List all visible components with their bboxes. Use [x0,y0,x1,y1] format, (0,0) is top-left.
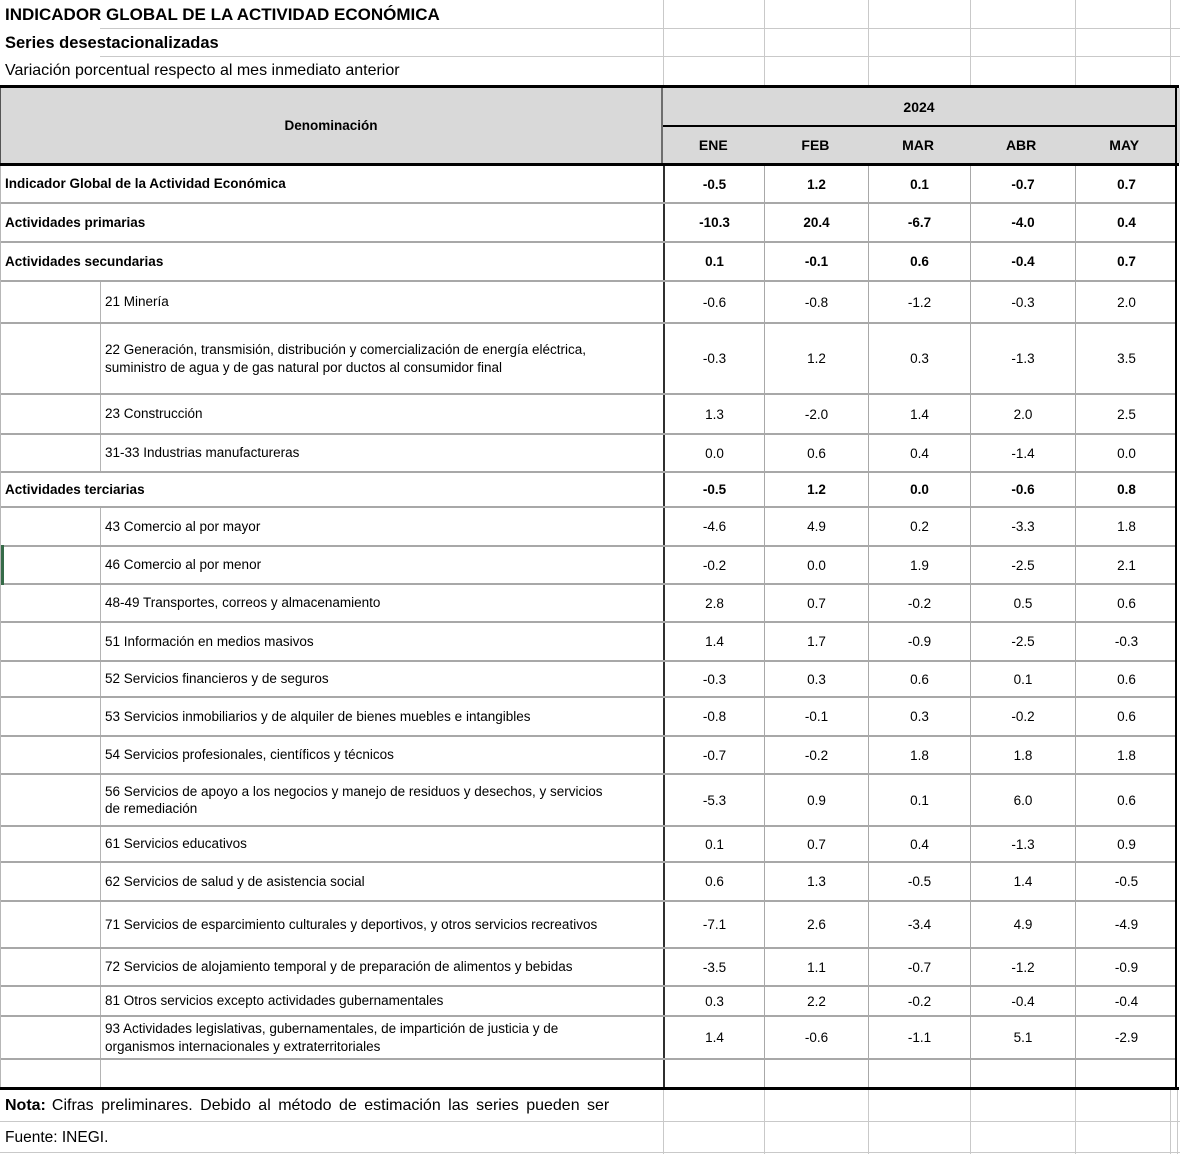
row-label-cell[interactable] [1,1017,663,1058]
row-label: 31-33 Industrias manufactureras [105,445,300,461]
value-cell[interactable]: 0.7 [764,827,868,861]
value-cell[interactable]: 0.3 [764,662,868,696]
row-values [663,737,1177,773]
indent-cell [1,324,101,393]
row-label-cell[interactable] [1,282,663,322]
table-row [1,623,1175,662]
value-cell[interactable]: -1.2 [868,282,970,322]
month-header-abr[interactable]: ABR [1005,137,1037,153]
value-cell[interactable]: -1.2 [970,949,1075,985]
value-cell[interactable]: -0.3 [970,282,1075,322]
value-cell[interactable]: 4.9 [970,902,1075,947]
row-label-cell[interactable] [1,395,663,433]
row-label-cell[interactable] [1,775,663,825]
value-cell[interactable]: 0.1 [868,775,970,825]
table-row [1,324,1175,395]
month-header-row [663,127,1175,163]
table-header [0,88,1180,163]
row-label-cell[interactable] [1,902,663,947]
value-cell[interactable]: -2.0 [764,395,868,433]
value-cell[interactable]: -6.7 [868,204,970,241]
value-cell[interactable]: -0.6 [970,473,1075,506]
indent-cell [1,1060,101,1087]
indent-cell [1,508,101,545]
gridline [970,0,971,85]
indent-cell [1,435,101,471]
value-cell[interactable]: 0.6 [1075,662,1177,696]
row-label: 22 Generación, transmisión, distribución y comercialización de energía eléctrica, suministro de agua y de gas natural por ductos al consumidor final [105,342,586,375]
value-cell[interactable]: 1.8 [1075,737,1177,773]
value-cell[interactable]: -0.8 [764,282,868,322]
row-label: 23 Construcción [105,406,203,422]
table-row [1,949,1175,987]
value-cell[interactable]: 2.1 [1075,547,1177,583]
row-values [663,204,1177,241]
value-cell[interactable]: -0.1 [764,698,868,735]
row-label: 21 Minería [105,294,169,310]
value-cell[interactable]: 2.6 [764,902,868,947]
value-cell[interactable]: 0.2 [868,508,970,545]
table-row [1,737,1175,775]
value-cell[interactable]: -0.5 [663,473,764,506]
value-cell[interactable] [868,1060,970,1087]
row-label-cell[interactable] [1,324,663,393]
month-header-may[interactable]: MAY [1109,137,1140,153]
indent-cell [1,863,101,900]
value-cell[interactable]: 1.8 [868,737,970,773]
indent-cell [1,949,101,985]
indent-cell [1,775,101,825]
row-label: 51 Información en medios masivos [105,633,314,649]
value-cell[interactable]: -0.7 [663,737,764,773]
indent-cell [1,623,101,660]
table-row [1,662,1175,698]
row-label: Indicador Global de la Actividad Económica [5,176,286,192]
indent-cell [1,662,101,696]
value-cell[interactable]: -4.9 [1075,902,1177,947]
table-row [1,243,1175,282]
note-text: Cifras preliminares. Debido al método de estimación las series pueden ser [51,1097,610,1114]
value-cell[interactable]: 1.2 [764,324,868,393]
value-cell[interactable]: 0.4 [868,827,970,861]
value-cell[interactable]: 0.7 [1075,166,1177,202]
value-cell[interactable]: -0.9 [1075,949,1177,985]
value-cell[interactable]: 0.1 [663,827,764,861]
value-cell[interactable]: 1.7 [764,623,868,660]
table-row [1,508,1175,547]
value-cell[interactable]: 1.2 [764,473,868,506]
row-label-cell[interactable] [1,243,663,280]
gridline [868,0,869,85]
value-cell[interactable]: -1.3 [970,827,1075,861]
table-row [1,473,1175,508]
footer-block [0,1090,1180,1154]
row-label: Actividades terciarias [5,481,145,497]
month-header-ene[interactable]: ENE [698,137,728,153]
value-cell[interactable]: 0.0 [1075,435,1177,471]
value-cell[interactable]: 0.7 [1075,243,1177,280]
value-cell[interactable]: 0.6 [1075,775,1177,825]
row-label: 53 Servicios inmobiliarios y de alquiler de bienes muebles e intangibles [105,708,531,724]
gridline [1075,1090,1076,1154]
table-row [1,166,1175,204]
row-values [663,166,1177,202]
value-cell[interactable]: 0.1 [970,662,1075,696]
indent-cell [1,987,101,1015]
selection-marker [1,545,4,585]
indent-cell [1,698,101,735]
row-values [663,547,1177,583]
row-label-cell[interactable] [1,473,663,506]
table-row [1,395,1175,435]
gridline [0,1152,1180,1153]
value-cell[interactable]: 0.3 [868,324,970,393]
value-cell[interactable]: -0.9 [868,623,970,660]
value-cell[interactable]: -0.3 [663,324,764,393]
indent-cell [1,1017,101,1058]
indent-cell [1,282,101,322]
value-cell[interactable]: -3.3 [970,508,1075,545]
value-cell[interactable]: -4.6 [663,508,764,545]
value-cell[interactable]: 1.1 [764,949,868,985]
row-label: 54 Servicios profesionales, científicos y técnicos [105,747,394,763]
value-cell[interactable]: 20.4 [764,204,868,241]
value-cell[interactable] [764,1060,868,1087]
row-label: Actividades secundarias [5,253,164,269]
row-label-cell[interactable] [1,547,663,583]
gridline [1170,1090,1171,1154]
value-cell[interactable]: -2.5 [970,623,1075,660]
row-values [663,662,1177,696]
gridline [663,1090,664,1154]
value-cell[interactable]: -0.3 [1075,623,1177,660]
table-row [1,698,1175,737]
value-cell[interactable]: -0.3 [663,662,764,696]
value-cell[interactable]: 0.6 [868,662,970,696]
value-cell[interactable]: -0.7 [970,166,1075,202]
value-cell[interactable]: 2.8 [663,585,764,621]
value-cell[interactable]: 1.4 [970,863,1075,900]
value-cell[interactable]: 0.6 [663,863,764,900]
row-label-cell[interactable] [1,435,663,471]
value-cell[interactable]: 0.9 [764,775,868,825]
table-row [1,435,1175,473]
value-cell[interactable]: -7.1 [663,902,764,947]
note-label: Nota: [5,1097,46,1114]
value-cell[interactable]: 0.6 [764,435,868,471]
value-cell[interactable]: 0.0 [663,435,764,471]
indent-cell [1,737,101,773]
value-cell[interactable]: -1.3 [970,324,1075,393]
gridline [868,1090,869,1154]
source-cell[interactable]: Fuente: INEGI. [5,1129,109,1146]
table-row [1,282,1175,324]
row-label: 62 Servicios de salud y de asistencia social [105,873,365,889]
value-cell[interactable]: 0.4 [868,435,970,471]
indent-cell [1,902,101,947]
note-cell[interactable] [0,1090,661,1122]
subtitle-series[interactable]: Series desestacionalizadas [5,33,219,52]
row-label: 46 Comercio al por menor [105,557,262,573]
value-cell[interactable]: 5.1 [970,1017,1075,1058]
row-values [663,282,1177,322]
value-cell[interactable]: 0.6 [1075,585,1177,621]
row-values [663,324,1177,393]
row-label-cell[interactable] [1,508,663,545]
value-cell[interactable]: 0.0 [764,547,868,583]
value-cell[interactable]: 0.3 [868,698,970,735]
value-cell[interactable]: 1.3 [663,395,764,433]
value-cell[interactable]: 0.6 [868,243,970,280]
row-values [663,775,1177,825]
row-values [663,243,1177,280]
row-label: 56 Servicios de apoyo a los negocios y manejo de residuos y desechos, y servicios de remediación [105,783,603,816]
row-values [663,473,1177,506]
value-cell[interactable]: 0.0 [868,473,970,506]
row-label [101,1072,111,1076]
value-cell[interactable]: -0.6 [764,1017,868,1058]
value-cell[interactable]: -10.3 [663,204,764,241]
gridline [100,28,1180,29]
subtitle-variation[interactable]: Variación porcentual respecto al mes inmediato anterior [5,62,400,79]
value-cell[interactable]: -0.8 [663,698,764,735]
row-label: 52 Servicios financieros y de seguros [105,671,329,687]
row-label: 93 Actividades legislativas, gubernamentales, de impartición de justicia y de organismos internacionales y extraterritoriales [105,1021,559,1054]
row-label-cell[interactable] [1,166,663,202]
value-cell[interactable] [663,1060,764,1087]
table-body [0,166,1177,1087]
table-row [1,585,1175,623]
value-cell[interactable] [970,1060,1075,1087]
row-label-cell[interactable] [1,698,663,735]
gridline [663,0,664,85]
row-label: 72 Servicios de alojamiento temporal y de preparación de alimentos y bebidas [105,959,573,975]
row-label-cell[interactable] [1,204,663,241]
value-cell[interactable]: 1.3 [764,863,868,900]
value-cell[interactable]: -0.4 [970,987,1075,1015]
value-cell[interactable]: 2.5 [1075,395,1177,433]
row-label: 81 Otros servicios excepto actividades gubernamentales [105,993,444,1009]
value-cell[interactable]: 6.0 [970,775,1075,825]
year-months-header [663,88,1177,163]
table-row [1,1060,1175,1087]
value-cell[interactable]: -0.6 [663,282,764,322]
row-values [663,949,1177,985]
gridline [0,1121,1180,1122]
value-cell[interactable]: 4.9 [764,508,868,545]
gridline [970,1090,971,1154]
value-cell[interactable]: 1.9 [868,547,970,583]
value-cell[interactable]: -0.2 [868,987,970,1015]
month-header-feb[interactable]: FEB [801,137,830,153]
value-cell[interactable]: -2.5 [970,547,1075,583]
row-label-cell[interactable] [1,987,663,1015]
denomination-header-cell[interactable]: Denominación [1,88,663,163]
indent-cell [1,395,101,433]
value-cell[interactable]: 2.2 [764,987,868,1015]
value-cell[interactable]: 0.5 [970,585,1075,621]
row-values [663,585,1177,621]
value-cell[interactable]: 2.0 [970,395,1075,433]
value-cell[interactable]: 0.4 [1075,204,1177,241]
row-label-cell[interactable] [1,827,663,861]
table-row [1,547,1175,585]
value-cell[interactable]: -0.2 [868,585,970,621]
value-cell[interactable]: 0.3 [663,987,764,1015]
value-cell[interactable]: 3.5 [1075,324,1177,393]
gridline [1075,0,1076,85]
row-values [663,1017,1177,1058]
row-values [663,827,1177,861]
indent-cell [1,585,101,621]
row-values [663,902,1177,947]
value-cell[interactable]: -5.3 [663,775,764,825]
row-label: Actividades primarias [5,214,146,230]
row-values [663,508,1177,545]
gridline [764,0,765,85]
value-cell[interactable]: 0.6 [1075,698,1177,735]
value-cell[interactable]: 1.2 [764,166,868,202]
value-cell[interactable]: -1.4 [970,435,1075,471]
row-label-cell[interactable] [1,662,663,696]
value-cell[interactable]: -0.5 [663,166,764,202]
value-cell[interactable]: -4.0 [970,204,1075,241]
row-label-cell[interactable] [1,623,663,660]
value-cell[interactable]: -0.4 [970,243,1075,280]
value-cell[interactable]: -0.7 [868,949,970,985]
value-cell[interactable]: 0.9 [1075,827,1177,861]
value-cell[interactable]: -0.5 [868,863,970,900]
value-cell[interactable]: -0.2 [663,547,764,583]
row-values [663,623,1177,660]
row-label: 71 Servicios de esparcimiento culturales y deportivos, y otros servicios recreativos [105,916,598,932]
value-cell[interactable]: -3.5 [663,949,764,985]
gridline [1170,0,1171,85]
row-label-cell[interactable] [1,949,663,985]
value-cell[interactable]: 1.4 [663,623,764,660]
value-cell[interactable]: 1.4 [663,1017,764,1058]
row-values [663,863,1177,900]
value-cell[interactable]: -3.4 [868,902,970,947]
row-values [663,435,1177,471]
value-cell[interactable]: 1.4 [868,395,970,433]
title-block [0,0,1180,85]
row-label: 43 Comercio al por mayor [105,518,261,534]
row-values [663,395,1177,433]
value-cell[interactable]: -0.4 [1075,987,1177,1015]
value-cell[interactable] [1075,1060,1177,1087]
table-row [1,827,1175,863]
value-cell[interactable]: 0.8 [1075,473,1177,506]
value-cell[interactable]: -1.1 [868,1017,970,1058]
row-label-cell[interactable] [1,1060,663,1087]
table-row [1,902,1175,949]
gridline [100,56,1180,57]
indent-cell [1,827,101,861]
table-row [1,987,1175,1017]
page-title[interactable]: INDICADOR GLOBAL DE LA ACTIVIDAD ECONÓMICA [5,4,440,24]
value-cell[interactable]: 0.1 [663,243,764,280]
value-cell[interactable]: -2.9 [1075,1017,1177,1058]
value-cell[interactable]: 2.0 [1075,282,1177,322]
value-cell[interactable]: 1.8 [970,737,1075,773]
value-cell[interactable]: -0.1 [764,243,868,280]
row-values [663,1060,1177,1087]
table-row [1,204,1175,243]
table-row [1,863,1175,902]
row-label: 48-49 Transportes, correos y almacenamiento [105,595,381,611]
gridline [764,1090,765,1154]
value-cell[interactable]: 1.8 [1075,508,1177,545]
row-label: 61 Servicios educativos [105,836,247,852]
value-cell[interactable]: 0.1 [868,166,970,202]
month-header-mar[interactable]: MAR [902,137,934,153]
value-cell[interactable]: -0.5 [1075,863,1177,900]
row-label-cell[interactable] [1,863,663,900]
year-header-cell[interactable]: 2024 [663,88,1175,127]
indent-cell [1,547,101,583]
row-values [663,987,1177,1015]
table-row [1,775,1175,827]
table-row [1,1017,1175,1060]
row-label-cell[interactable] [1,585,663,621]
row-values [663,698,1177,735]
value-cell[interactable]: 0.7 [764,585,868,621]
value-cell[interactable]: -0.2 [764,737,868,773]
value-cell[interactable]: -0.2 [970,698,1075,735]
gridline [1177,1090,1178,1154]
row-label-cell[interactable] [1,737,663,773]
